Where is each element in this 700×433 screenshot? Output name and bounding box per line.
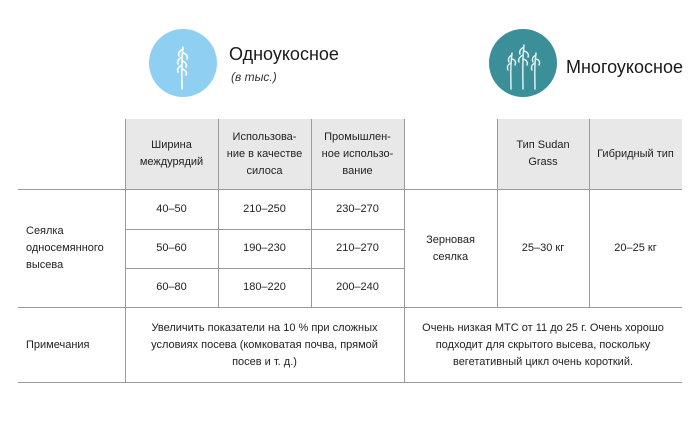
rule-row-2 — [125, 268, 404, 269]
rule-table-bottom — [18, 382, 682, 383]
cell-silage-3: 180–220 — [243, 281, 286, 293]
rule-body-bottom — [18, 307, 682, 308]
notes-multi-cut-text: Очень низкая МТС от 11 до 25 г. Очень хорошо подходит для скрытого высева, поскольку вегетативный цикл очень короткий. — [422, 322, 664, 368]
row-label-single-seed-text: Сеялка односемянного высева — [26, 225, 104, 271]
row-label-single-seed — [18, 190, 125, 307]
cell-grain-drill — [404, 190, 497, 307]
rule-header-bottom — [18, 189, 682, 190]
cell-silage-1: 210–250 — [243, 203, 286, 215]
cell-grain-drill-text: Зерновая сеялка — [426, 233, 475, 263]
header-hybrid — [589, 119, 682, 189]
rule-col-4 — [404, 119, 405, 383]
cell-industrial-1: 230–270 — [336, 203, 379, 215]
single-cut-subtitle: (в тыс.) — [231, 70, 277, 84]
cell-hybrid-value: 20–25 кг — [614, 242, 657, 254]
header-hybrid-label: Гибридный тип — [597, 147, 674, 160]
cell-row-spacing-3: 60–80 — [156, 281, 187, 293]
cell-row-spacing-2: 50–60 — [156, 242, 187, 254]
notes-single-cut — [125, 308, 404, 383]
cell-row-spacing-1: 40–50 — [156, 203, 187, 215]
header-industrial-label: Промышлен-ное использо-вание — [321, 130, 394, 177]
rule-col-3 — [311, 119, 312, 308]
rule-col-2 — [218, 119, 219, 308]
single-cut-icon-circle — [149, 29, 217, 97]
cell-industrial-3: 200–240 — [336, 281, 379, 293]
header-silage — [218, 119, 311, 189]
notes-single-cut-text: Увеличить показатели на 10 % при сложных условиях посева (комковатая почва, прямой посев и т. д.) — [151, 322, 378, 368]
cell-industrial-2: 210–270 — [336, 242, 379, 254]
header-silage-label: Использова-ние в качестве силоса — [226, 130, 303, 177]
header-sudan-grass — [497, 119, 589, 189]
rule-col-6 — [589, 119, 590, 308]
seeding-table — [18, 119, 682, 383]
single-cut-title: Одноукосное — [229, 44, 339, 64]
header-row-spacing — [125, 119, 218, 189]
row-label-notes: Примечания — [26, 339, 90, 351]
header-sudan-grass-label: Тип Sudan Grass — [516, 139, 570, 168]
cell-silage-2: 190–230 — [243, 242, 286, 254]
rule-col-1 — [125, 119, 126, 383]
header-industrial — [311, 119, 404, 189]
rule-row-1 — [125, 229, 404, 230]
grass-stalk-icon — [149, 29, 217, 97]
grass-stalks-icon — [489, 29, 557, 97]
multi-cut-title: Многоукосное — [566, 57, 683, 77]
rule-col-5 — [497, 119, 498, 308]
cell-sudan-value: 25–30 кг — [521, 242, 565, 254]
multi-cut-icon-circle — [489, 29, 557, 97]
notes-multi-cut — [404, 308, 682, 383]
header-row-spacing-label: Ширина междурядий — [139, 139, 204, 168]
